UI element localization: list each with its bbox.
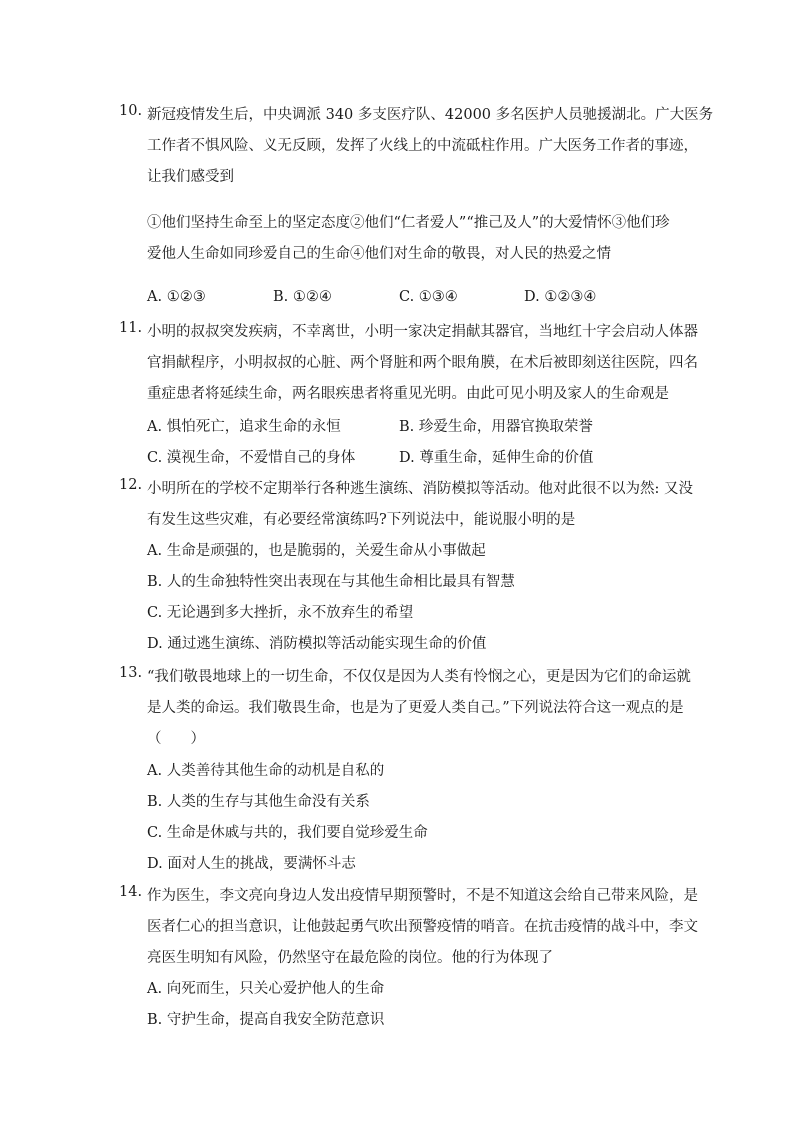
option-a: A. 向死而生，只关心爱护他人的生命 [147, 981, 385, 997]
question-stem-line: 有发生这些灾难，有必要经常演练吗?下列说法中，能说服小明的是 [147, 512, 576, 528]
option-c: C. 漠视生命，不爱惜自己的身体 [147, 450, 356, 466]
question-stem-line: 工作者不惧风险、义无反顾，发挥了火线上的中流砥柱作用。广大医务工作者的事迹， [147, 138, 698, 154]
question-number: 12. [119, 477, 143, 493]
question-number: 13. [119, 665, 143, 681]
option-a: A. 人类善待其他生命的动机是自私的 [147, 763, 385, 779]
option-c: C. ①③④ [399, 289, 458, 305]
option-b: B. 守护生命，提高自我安全防范意识 [147, 1012, 385, 1028]
question-stem-line: 是人类的命运。我们敬畏生命，也是为了更爱人类自己。”下列说法符合这一观点的是 [147, 700, 684, 716]
question-stem-line: 新冠疫情发生后，中央调派 340 多支医疗队、42000 多名医护人员驰援湖北。广大医务 [147, 107, 714, 123]
question-stem-line: 重症患者将延续生命，两名眼疾患者将重见光明。由此可见小明及家人的生命观是 [147, 386, 669, 402]
option-c: C. 生命是休戚与共的，我们要自觉珍爱生命 [147, 825, 428, 841]
option-d: D. 通过逃生演练、消防模拟等活动能实现生命的价值 [147, 636, 487, 652]
option-b: B. 人的生命独特性突出表现在与其他生命相比最具有智慧 [147, 574, 515, 590]
option-c: C. 无论遇到多大挫折，永不放弃生的希望 [147, 605, 414, 621]
option-b: B. 人类的生存与其他生命没有关系 [147, 794, 370, 810]
question-number: 10. [119, 103, 143, 119]
question-stem-line: 医者仁心的担当意识，让他鼓起勇气吹出预警疫情的哨音。在抗击疫情的战斗中，李文 [147, 919, 698, 935]
answer-blank: （ ） [147, 731, 205, 747]
question-stem-line: 亮医生明知有风险，仍然坚守在最危险的岗位。他的行为体现了 [147, 950, 553, 966]
option-d: D. 尊重生命，延伸生命的价值 [399, 450, 594, 466]
question-stem-line: 作为医生，李文亮向身边人发出疫情早期预警时，不是不知道这会给自己带来风险，是 [147, 888, 698, 904]
options-row [147, 289, 687, 309]
question-stem-line: 官捐献程序，小明叔叔的心脏、两个肾脏和两个眼角膜，在术后被即刻送往医院，四名 [147, 355, 698, 371]
question-stem-line: 小明所在的学校不定期举行各种逃生演练、消防模拟等活动。他对此很不以为然: 又没 [147, 481, 693, 497]
option-b: B. 珍爱生命，用器官换取荣誉 [399, 419, 593, 435]
option-a: A. 惧怕死亡，追求生命的永恒 [147, 419, 341, 435]
option-b: B. ①②④ [273, 289, 332, 305]
statement-line: ①他们坚持生命至上的坚定态度②他们“仁者爱人”“推己及人”的大爱情怀③他们珍 [147, 215, 670, 231]
statement-line: 爱他人生命如同珍爱自己的生命④他们对生命的敬畏，对人民的热爱之情 [147, 246, 611, 262]
option-d: D. ①②③④ [524, 289, 597, 305]
question-number: 14. [119, 884, 143, 900]
options-row [147, 446, 687, 466]
question-stem-line: 小明的叔叔突发疾病，不幸离世，小明一家决定捐献其器官，当地红十字会启动人体器 [147, 324, 698, 340]
question-stem-line: “我们敬畏地球上的一切生命，不仅仅是因为人类有怜悯之心，更是因为它们的命运就 [147, 669, 691, 685]
question-number: 11. [119, 320, 143, 336]
options-row [147, 415, 687, 435]
question-stem-line: 让我们感受到 [147, 169, 234, 185]
option-a: A. 生命是顽强的，也是脆弱的，关爱生命从小事做起 [147, 543, 486, 559]
option-d: D. 面对人生的挑战，要满怀斗志 [147, 856, 356, 872]
option-a: A. ①②③ [147, 289, 206, 305]
